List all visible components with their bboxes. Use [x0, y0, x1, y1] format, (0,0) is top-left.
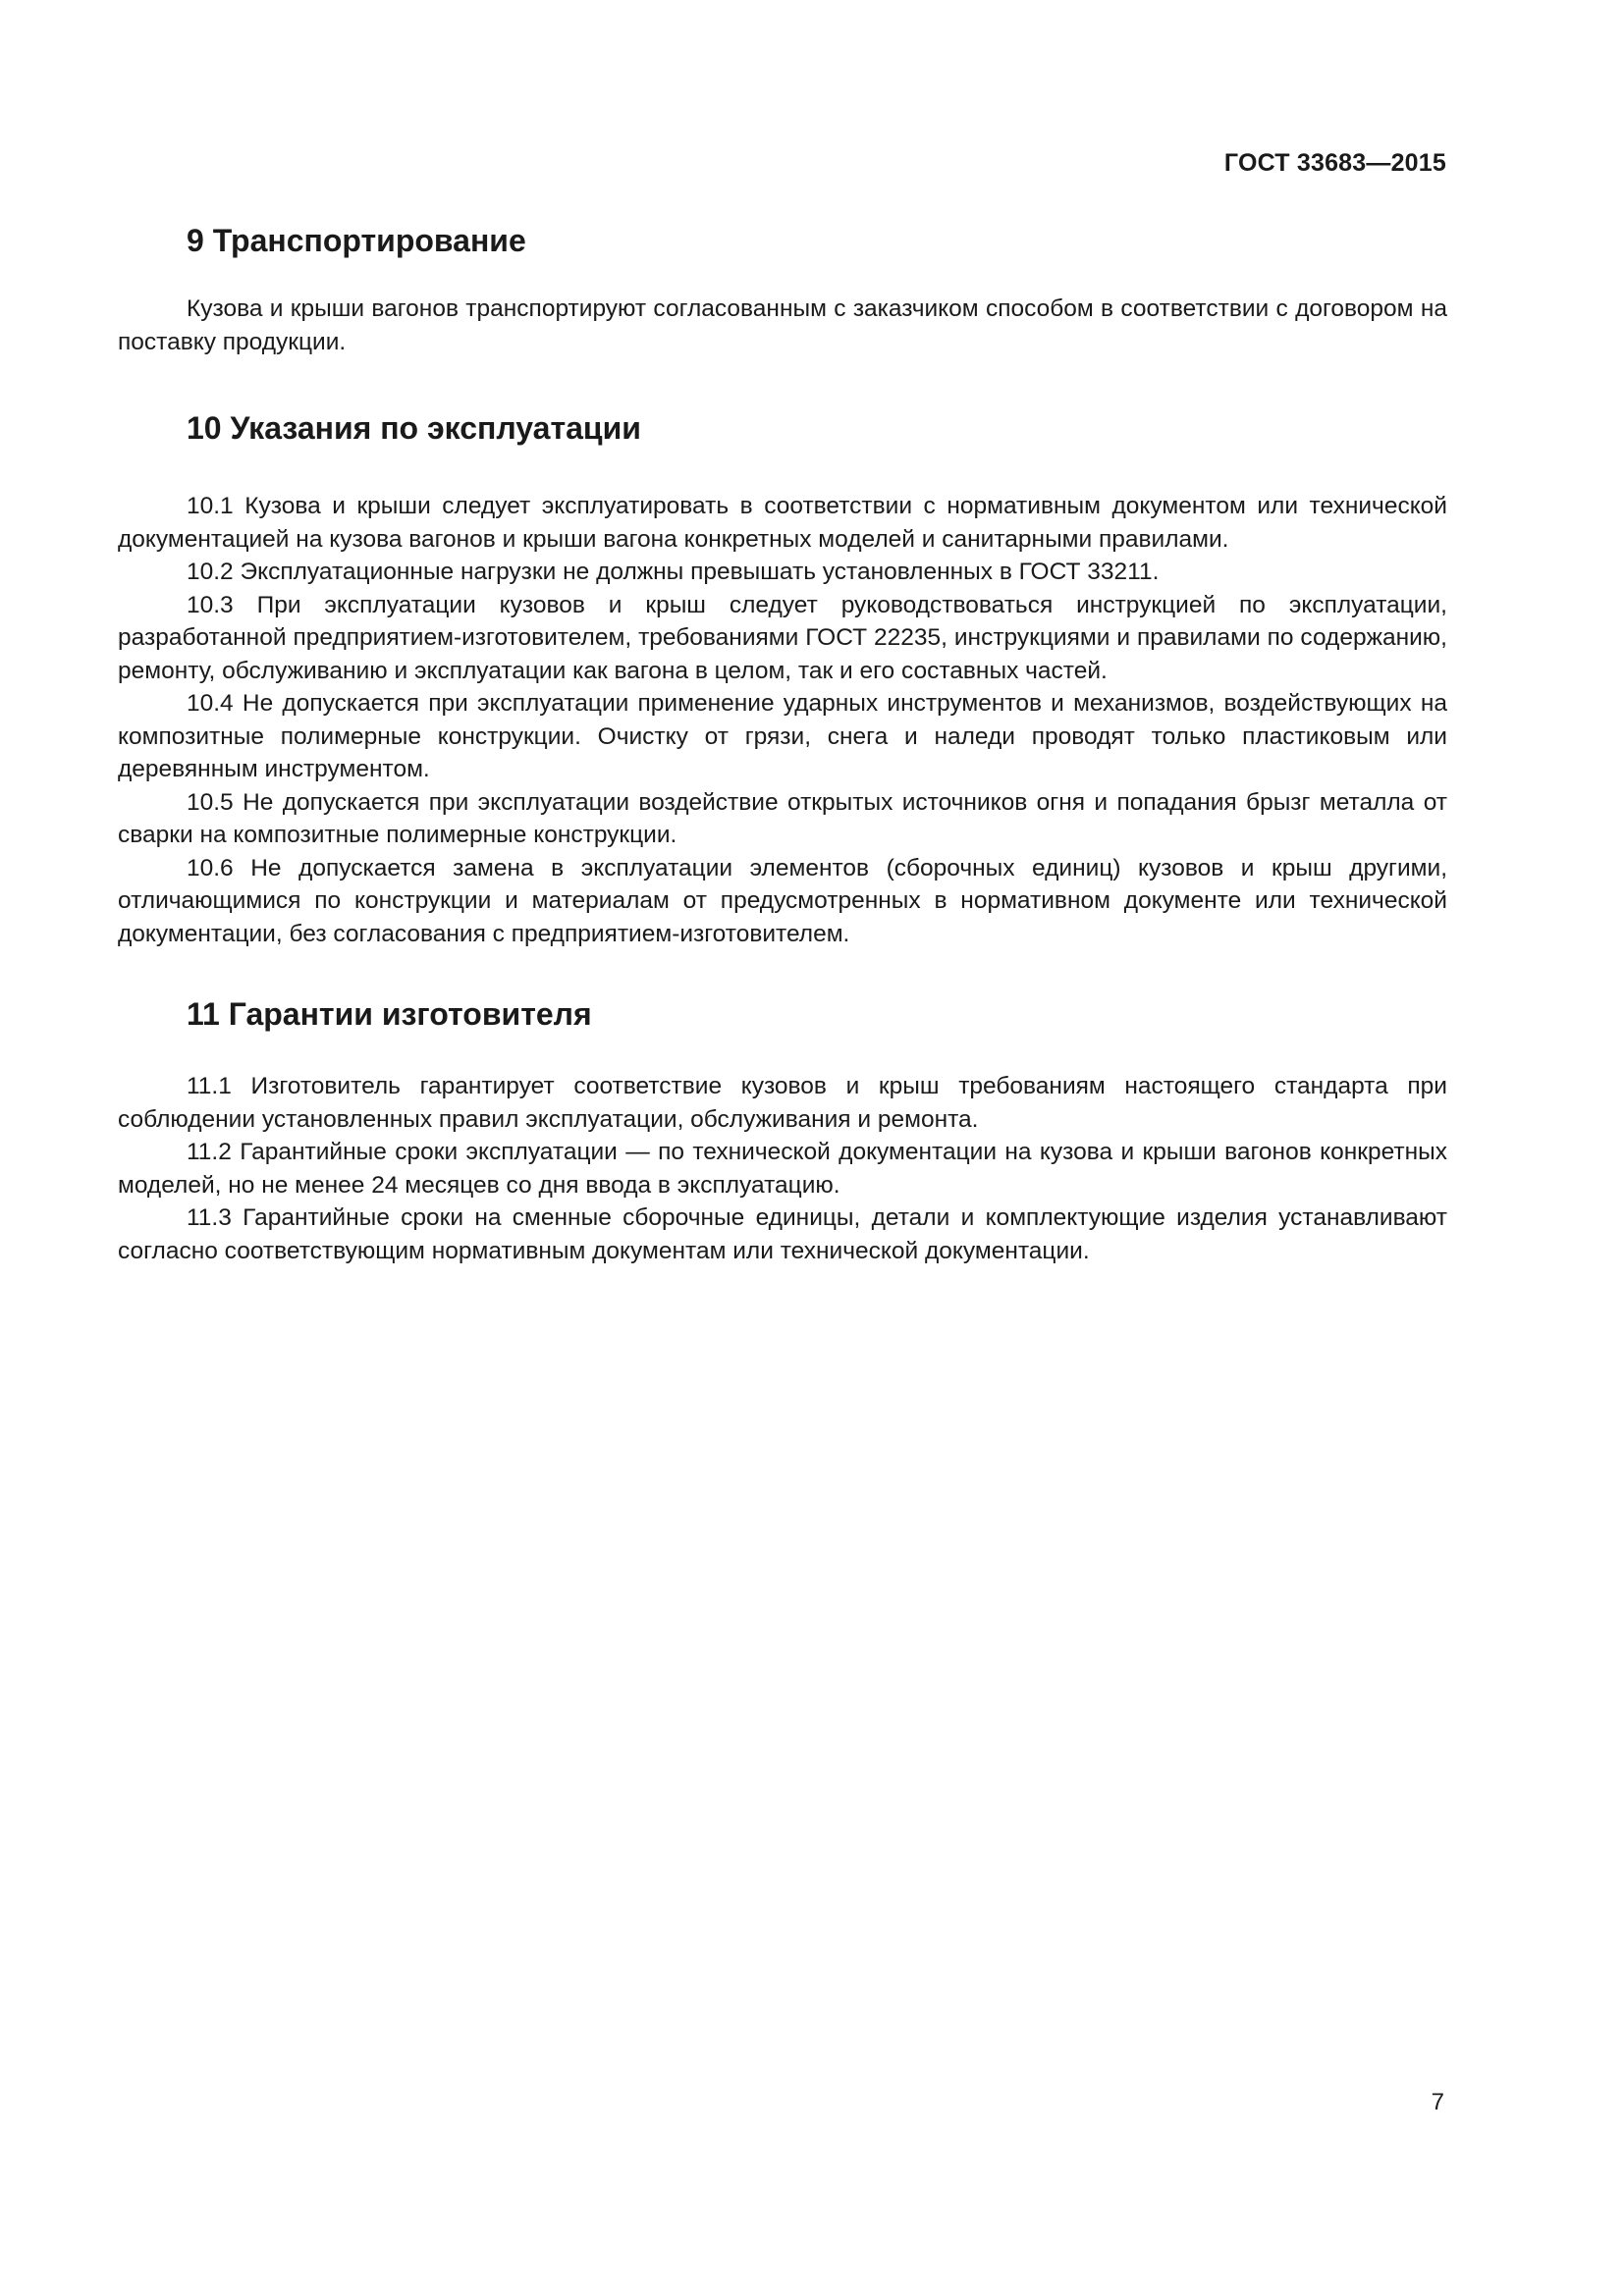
- section-operation-instructions: [118, 405, 1447, 950]
- paragraph: 10.3 При эксплуатации кузовов и крыш следует руководствоваться инструкцией по эксплуатации, разработанной предприятием-изготовителем, требованиями ГОСТ 22235, инструкциями и правилами по содержанию, ремонту, обслуживанию и эксплуатации как вагона в целом, так и его составных частей.: [118, 591, 1447, 684]
- section-transportation: [118, 218, 1447, 358]
- page-number: 7: [1431, 2089, 1444, 2115]
- section-heading: 11 Гарантии изготовителя: [187, 996, 592, 1032]
- paragraph: 10.4 Не допускается при эксплуатации применение ударных инструментов и механизмов, воздействующих на композитные полимерные конструкции. Очистку от грязи, снега и наледи проводят только пластиковым или деревянным инструментом.: [118, 690, 1447, 782]
- section-heading: 9 Транспортирование: [187, 223, 526, 258]
- paragraph: Кузова и крыши вагонов транспортируют согласованным с заказчиком способом в соответствии с договором на поставку продукции.: [118, 295, 1447, 355]
- paragraph: 10.6 Не допускается замена в эксплуатации элементов (сборочных единиц) кузовов и крыш другими, отличающимися по конструкции и материалам от предусмотренных в нормативном документе или технической документации, без согласования с предприятием-изготовителем.: [118, 854, 1447, 947]
- paragraph: 10.2 Эксплуатационные нагрузки не должны превышать установленных в ГОСТ 33211.: [187, 559, 1160, 585]
- paragraph: 10.1 Кузова и крыши следует эксплуатировать в соответствии с нормативным документом или технической документацией на кузова вагонов и крыши вагона конкретных моделей и санитарными правилами.: [118, 493, 1447, 553]
- paragraph: 11.1 Изготовитель гарантирует соответствие кузовов и крыш требованиям настоящего стандарта при соблюдении установленных правил эксплуатации, обслуживания и ремонта.: [118, 1073, 1447, 1133]
- section-manufacturer-warranty: [118, 991, 1447, 1267]
- document-code: ГОСТ 33683—2015: [1223, 149, 1446, 177]
- page-content: [118, 218, 1447, 1267]
- paragraph: 11.2 Гарантийные сроки эксплуатации — по технической документации на кузова и крыши вагонов конкретных моделей, но не менее 24 месяцев со дня ввода в эксплуатацию.: [118, 1139, 1447, 1199]
- paragraph: 10.5 Не допускается при эксплуатации воздействие открытых источников огня и попадания брызг металла от сварки на композитные полимерные конструкции.: [118, 788, 1447, 848]
- section-heading: 10 Указания по эксплуатации: [187, 410, 641, 446]
- paragraph: 11.3 Гарантийные сроки на сменные сборочные единицы, детали и комплектующие изделия устанавливают согласно соответствующим нормативным документам или технической документации.: [118, 1204, 1447, 1264]
